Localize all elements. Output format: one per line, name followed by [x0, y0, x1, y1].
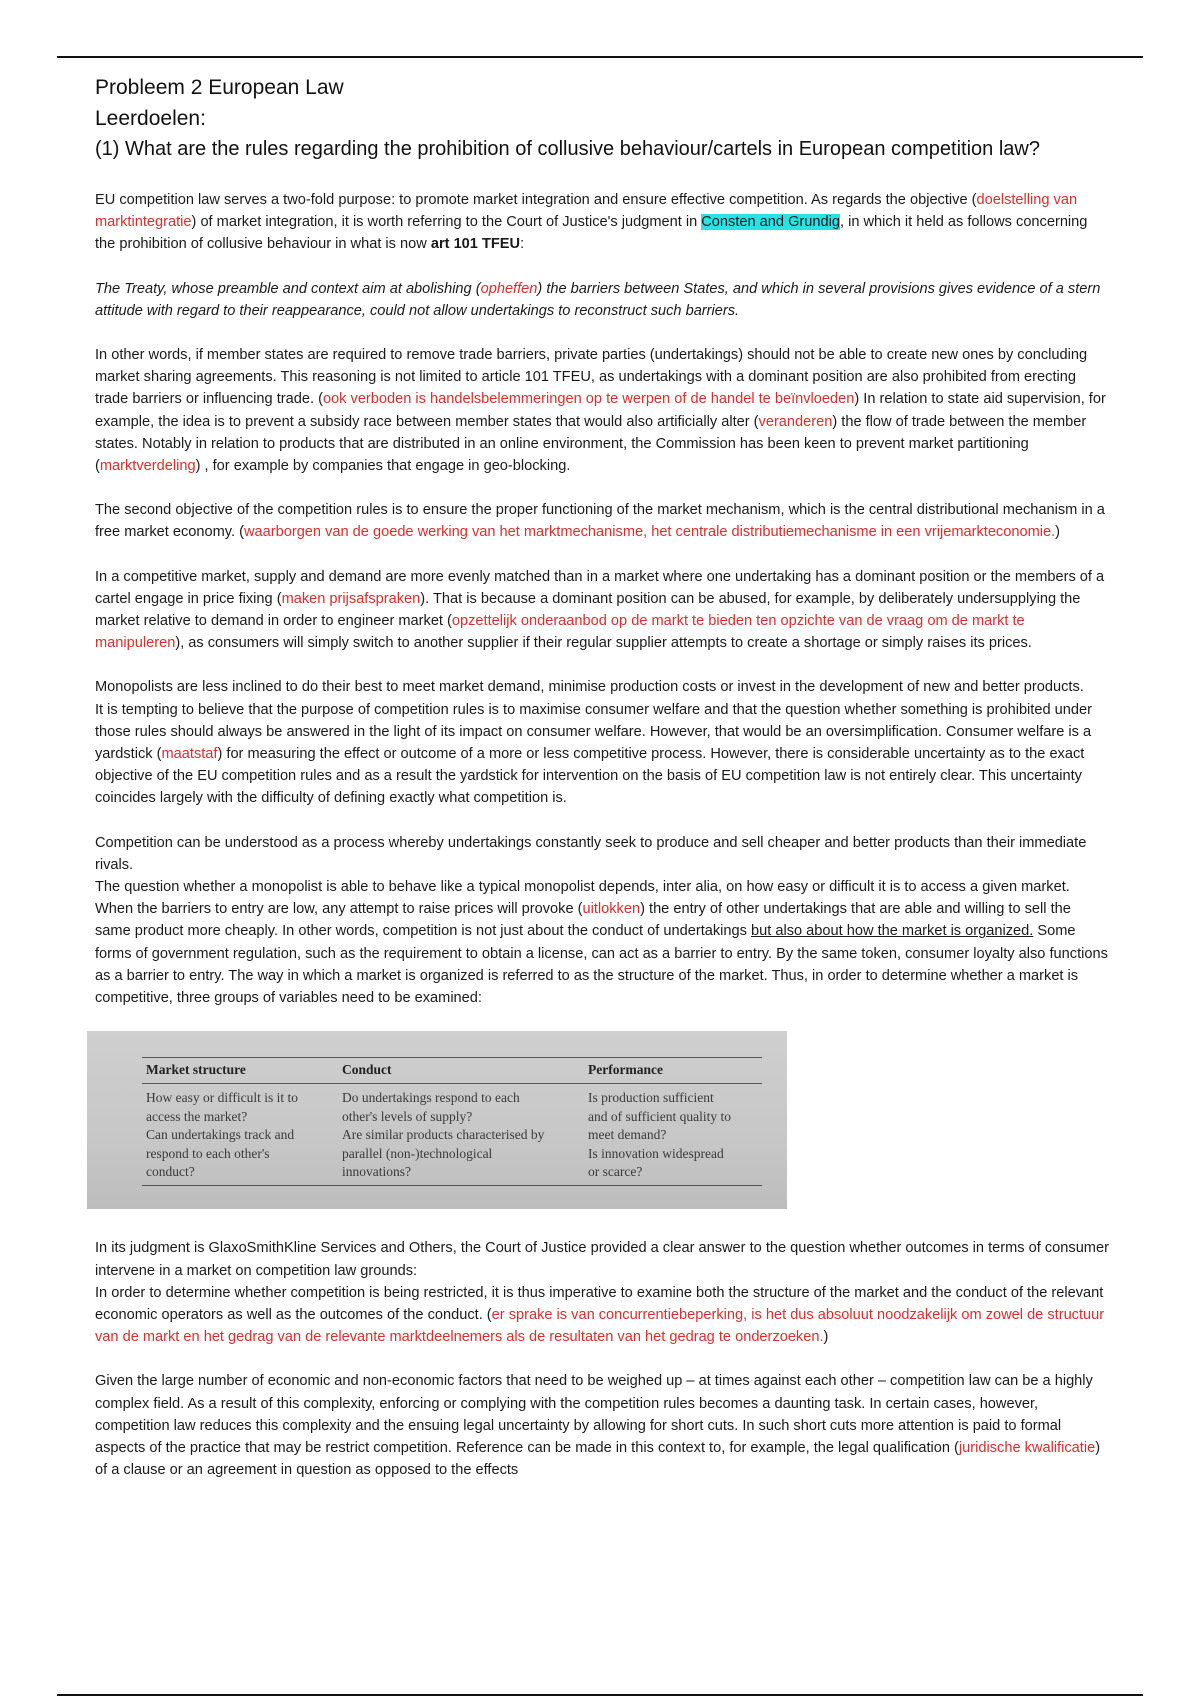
- page-title: Probleem 2 European Law: [95, 76, 344, 99]
- table-image: [87, 1031, 787, 1209]
- table-header: Market structure: [146, 1062, 246, 1078]
- table-column-market-structure: [146, 1057, 331, 1182]
- paragraph-7: It is tempting to believe that the purpose of competition rules is to maximise consumer welfare and that the question whether something is prohibited under those rules should always be answered in the light of its impact on consumer welfare. However, that would be an oversimplification. Consumer welfare is a yardstick (maatstaf) for measuring the effect or outcome of a more or less competitive process. However, there is considerable uncertainty as to the exact objective of the EU competition rules and as a result the yardstick for intervention on the basis of EU competition law is not entirely clear. This uncertainty coincides largely with the difficulty of defining exactly what competition is.: [95, 701, 1092, 807]
- translation-note: doelstelling van marktintegratie: [95, 192, 1078, 231]
- paragraph-8: Competition can be understood as a process whereby undertakings constantly seek to produce and sell cheaper and better products than their immediate rivals.: [95, 834, 1087, 873]
- paragraph-12: Given the large number of economic and non-economic factors that need to be weighed up – at times against each other – competition law can be a highly complex field. As a result of this complexity, enforcing or complying with the competition rules becomes a daunting task. In certain cases, however, competition law reduces this complexity and the ensuing legal uncertainty by allowing for short cuts. In such short cuts more attention is paid to formal aspects of the practice that may be restrict competition. Reference can be made in this context to, for example, the legal qualification (juridische kwalificatie) of a clause or an agreement in question as opposed to the effects: [95, 1373, 1101, 1479]
- paragraph-3: In other words, if member states are required to remove trade barriers, private parties (undertakings) should not be able to create new ones by concluding market sharing agreements. This reasoning is not limited to article 101 TFEU, as undertakings with a dominant position are also prohibited from erecting trade barriers or influencing trade. (ook verboden is handelsbelemmeringen op te werpen of de handel te beïnvloeden) In relation to state aid supervision, for example, the idea is to prevent a subsidy race between member states that would also artificially alter (veranderen) the flow of trade between the member states. Notably in relation to products that are distributed in an online environment, the Commission has been keen to prevent market partitioning (marktverdeling) , for example by companies that engage in geo-blocking.: [95, 347, 1106, 475]
- translation-note: uitlokken: [582, 901, 641, 918]
- question-heading: (1) What are the rules regarding the prohibition of collusive behaviour/cartels in European competition law?: [95, 138, 1040, 160]
- paragraph-6: Monopolists are less inclined to do their best to meet market demand, minimise production costs or invest in the development of new and better products.: [95, 679, 1084, 696]
- translation-note: maken prijsafspraken: [281, 590, 421, 607]
- table-header: Conduct: [342, 1062, 392, 1078]
- paragraph-10: In its judgment is GlaxoSmithKline Services and Others, the Court of Justice provided a clear answer to the question whether outcomes in terms of consumer intervene in a market on competition law grounds:: [95, 1240, 1109, 1279]
- translation-note: maatstaf: [161, 746, 218, 763]
- table-header: Performance: [588, 1062, 663, 1078]
- underlined-phrase: but also about how the market is organized.: [751, 923, 1034, 940]
- table-cell: Do undertakings respond to each other's levels of supply? Are similar products characterised by parallel (non-)technological innovations?: [342, 1090, 545, 1180]
- document-body: [95, 72, 1110, 1503]
- translation-note: opheffen: [480, 280, 538, 297]
- table-cell: Is production sufficient and of sufficient quality to meet demand? Is innovation widespread or scarce?: [588, 1090, 731, 1180]
- translation-note: veranderen: [758, 413, 833, 430]
- table-bottom-rule: [142, 1185, 762, 1186]
- table-column-conduct: [342, 1057, 582, 1182]
- highlighted-case: Consten and Grundig: [701, 214, 840, 231]
- learning-goals-heading: Leerdoelen:: [95, 107, 206, 130]
- translation-note: opzettelijk onderaanbod op de markt te bieden ten opzichte van de vraag om de markt te manipuleren: [95, 613, 1025, 652]
- quote-paragraph: The Treaty, whose preamble and context aim at abolishing (opheffen) the barriers between States, and which in several provisions gives evidence of a stern attitude with regard to their reappearance, could not allow undertakings to reconstruct such barriers.: [95, 280, 1101, 319]
- article-reference: art 101 TFEU: [430, 236, 521, 253]
- table-cell: How easy or difficult is it to access the market? Can undertakings track and respond to each other's conduct?: [146, 1090, 298, 1180]
- paragraph-11: In order to determine whether competition is being restricted, it is thus imperative to examine both the structure of the market and the conduct of the relevant economic operators as well as the outcomes of the conduct. (er sprake is van concurrentiebeperking, is het dus absoluut noodzakelijk om zowel de structuur van de markt en het gedrag van de relevante marktdeelnemers als de resultaten van het gedrag te onderzoeken.): [95, 1284, 1105, 1346]
- paragraph-4: The second objective of the competition rules is to ensure the proper functioning of the market mechanism, which is the central distributional mechanism in a free market economy. (waarborgen van de goede werking van het marktmechanisme, het centrale distributiemechanisme in een vrijemarkteconomie.): [95, 502, 1105, 541]
- top-rule: [57, 56, 1143, 58]
- translation-note: er sprake is van concurrentiebeperking, is het dus absoluut noodzakelijk om zowel de structuur van de markt en het gedrag van de relevante marktdeelnemers als de resultaten van het gedrag te onderzoeken.: [95, 1306, 1105, 1346]
- bottom-rule: [57, 1694, 1143, 1696]
- paragraph-5: In a competitive market, supply and demand are more evenly matched than in a market where one undertaking has a dominant position or the members of a cartel engage in price fixing (maken prijsafspraken). That is because a dominant position can be abused, for example, by deliberately undersupplying the market relative to demand in order to engineer market (opzettelijk onderaanbod op de markt te bieden ten opzichte van de vraag om de markt te manipuleren), as consumers will simply switch to another supplier if their regular supplier attempts to create a shortage or simply raises its prices.: [95, 568, 1105, 652]
- paragraph-9: The question whether a monopolist is able to behave like a typical monopolist depends, inter alia, on how easy or difficult it is to access a given market. When the barriers to entry are low, any attempt to raise prices will provoke (uitlokken) the entry of other undertakings that are able and willing to sell the same product more cheaply. In other words, competition is not just about the conduct of undertakings but also about how the market is organized. Some forms of government regulation, such as the requirement to obtain a license, can act as a barrier to entry. By the same token, consumer loyalty also functions as a barrier to entry. The way in which a market is organized is referred to as the structure of the market. Thus, in order to determine whether a market is competitive, three groups of variables need to be examined:: [95, 879, 1108, 1007]
- paragraph-1: EU competition law serves a two-fold purpose: to promote market integration and ensure effective competition. As regards the objective (doelstelling van marktintegratie) of market integration, it is worth referring to the Court of Justice's judgment in Consten and Grundig, in which it held as follows concerning the prohibition of collusive behaviour in what is now art 101 TFEU:: [95, 192, 1088, 253]
- translation-note: ook verboden is handelsbelemmeringen op te werpen of de handel te beïnvloeden: [322, 391, 855, 408]
- table-column-performance: [588, 1057, 758, 1182]
- translation-note: juridische kwalificatie: [958, 1439, 1096, 1456]
- translation-note: waarborgen van de goede werking van het marktmechanisme, het centrale distributiemechanisme in een vrijemarkteconomie.: [243, 524, 1056, 541]
- translation-note: marktverdeling: [99, 458, 196, 475]
